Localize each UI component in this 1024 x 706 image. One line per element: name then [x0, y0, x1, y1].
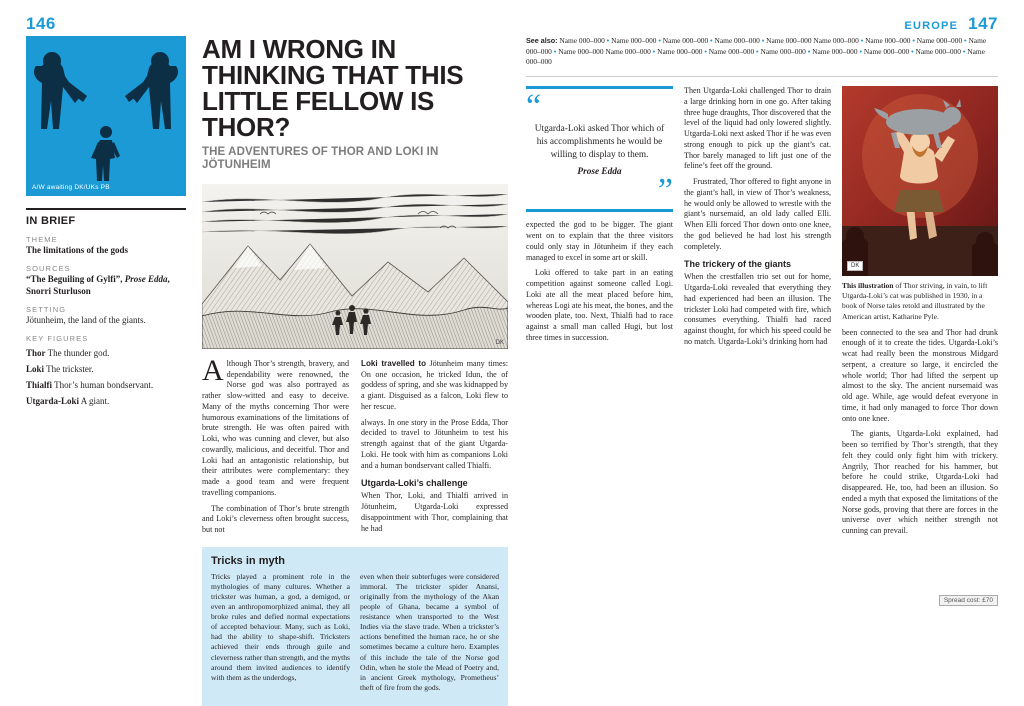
caption-rest: of Thor striving, in vain, to lift Utgarda-Loki’s cat was published in 1930, in a book of Norse tales retold and illustrated by the American artist, Katharine Pyle. — [842, 281, 988, 321]
sources-line-1: “The Beguiling of Gylfi”, — [26, 273, 123, 284]
sidebar-paragraph: Tricks played a prominent role in the mythologies of many cultures. Whether a trickster was human, a god, a demigod, or even an anthropomorphized animal, they all broke rules and defied normal expectations of accepted behaviour. Many, such as Loki, had the ability to shape-shift. Tricksters achieved their ends through guile and cleverness rather than strength, and the myths around them invited audiences to identify with them as the underdogs, — [211, 571, 350, 682]
see-also-item[interactable]: Name 000–000 — [662, 36, 709, 45]
sidebar-paragraph: even when their subterfuges were considered immoral. The trickster spider Anansi, originally from the mythology of the Akan people of Ghana, became a symbol of resistance when transported to the West Indies via the slave trade. When a trickster’s actions benefitted the human race, he or she sometimes became a culture hero. Examples of this include the tale of the Norse god Odin, when he stole the Mead of Poetry and, in ancient Greek mythology, Prometheus’ theft of fire from the gods. — [360, 571, 499, 692]
article-engraving-illustration — [202, 184, 508, 349]
bullet-icon: • — [710, 36, 713, 45]
artwork-credit: DK — [495, 339, 504, 346]
thor-and-cat-illustration — [842, 86, 998, 276]
see-also-item[interactable]: Name 000–000 — [605, 46, 651, 56]
body-paragraph: When Thor, Loki, and Thialfi arrived in Jötunheim, Utgarda-Loki expressed disappointment with Thor, complaining that he had — [361, 491, 508, 533]
see-also-item[interactable]: Name 000–000 — [813, 36, 859, 45]
see-also-label: See also: — [526, 36, 558, 45]
see-also-item[interactable]: Name 000–000 — [760, 46, 806, 56]
body-paragraph: The giants, Utgarda-Loki explained, had been so terrified by Thor’s strength, that they felt they could only fight him with trickery. Angrily, Thor reached for his hammer, but before he could strike, Utgarda-Loki had disappeared. He, too, had been an illusion. So ended a myth that exposed the limitations of the Norse gods, proving that there are forces in the universe over which neither strength not cunning can prevail. — [842, 429, 998, 536]
body-paragraph: The combination of Thor’s brute strength and Loki’s cleverness often brought success, but not — [202, 503, 349, 534]
see-also-item[interactable]: Name 000–000 — [657, 46, 703, 56]
key-figure-item — [26, 347, 186, 359]
key-figure-name: Utgarda-Loki — [26, 395, 80, 406]
bullet-icon: • — [964, 36, 967, 45]
key-figure-item — [26, 363, 186, 375]
see-also-item[interactable]: Name 000–000 — [865, 36, 911, 45]
bullet-icon: • — [962, 46, 966, 56]
pullquote-body: Utgarda-Loki asked Thor which of his accomplishments he would be willing to display to them. — [534, 124, 665, 161]
bullet-icon: • — [761, 36, 765, 45]
key-figure-name: Thor — [26, 347, 46, 358]
bullet-icon: • — [658, 36, 661, 45]
bullet-icon: • — [606, 36, 610, 45]
key-figures-label: KEY FIGURES — [26, 333, 89, 343]
see-also-bar — [526, 36, 998, 77]
setting-value: Jötunheim, the land of the giants. — [26, 314, 146, 325]
see-also-item[interactable]: Name 000–000 — [863, 46, 910, 56]
body-paragraph: expected the god to be bigger. The giant went on to explain that the three visitors could only stay in Jötunheim if they each managed to excel in some art or skill. — [526, 220, 673, 262]
pullquote-rule — [526, 86, 673, 89]
right-column-3 — [842, 86, 998, 542]
section-label-europe: EUROPE — [904, 20, 959, 32]
left-body-columns — [202, 353, 508, 541]
bullet-icon: • — [652, 46, 656, 56]
key-figure-desc: Thor’s human bondservant. — [54, 379, 154, 390]
run-in-text: Jötunheim many times: On one occasion, he tricked Idun, the of goddess of spring, and she was kidnapped by a giant. Disguised as a falcon, Loki flew to her rescue. — [361, 358, 508, 411]
sources-line-3: , Snorri Sturluson — [26, 273, 170, 296]
left-page-header — [26, 14, 498, 34]
right-columns — [526, 86, 998, 542]
right-page — [512, 0, 1024, 612]
in-brief-heading: IN BRIEF — [26, 215, 76, 227]
sidebar-heading: Tricks in myth — [211, 554, 285, 567]
see-also-item[interactable]: Name 000–000 — [714, 36, 760, 45]
see-also-item[interactable]: Name 000–000 — [526, 46, 985, 67]
pullquote-rule-bottom — [526, 209, 673, 212]
body-paragraph: Then Utgarda-Loki challenged Thor to drain a large drinking horn in one go. After taking three huge draughts, Thor discovered that the level of the liquid had only lowered slightly. Utgarda-Loki next asked Thor if he was even strong enough to pick up the giant’s cat. Thor barely managed to lift just one of the feline’s feet off the ground. — [684, 86, 831, 171]
quote-close-icon: ” — [657, 172, 673, 210]
left-columns — [26, 34, 508, 706]
bullet-icon: • — [859, 46, 862, 56]
body-paragraph: Although Thor’s strength, bravery, and dependability were renowned, the Norse god was also portrayed as rather slow-witted and easy to deceive. Many of the myths concerning Thor were humorous examinations of the limitations of brute strength. He was often paired with Loki, who was cunning and clever, but also cowardly, malicious, and deceitful. Thor and Loki had an antagonistic relationship, but their attributes were complementary: they made a good team and were frequent travelling companions. — [202, 353, 349, 497]
in-brief-panel — [26, 208, 186, 407]
left-sidebar — [26, 36, 186, 706]
body-column-2 — [361, 359, 508, 541]
see-also-item[interactable]: Name 000–000 — [611, 36, 657, 45]
body-paragraph: Frustrated, Thor offered to fight anyone in the giant’s hall, in view of Thor’s weakness, he would only be allowed to wrestle with the giant’s nursemaid, an old lady called Elli. When Elli forced Thor down onto one knee, the god believed he had lost his strength completely. — [684, 177, 831, 251]
run-in-heading: Loki travelled to — [361, 358, 427, 368]
pullquote-source: Prose Edda — [577, 167, 622, 178]
see-also-item[interactable]: Name 000–000 — [915, 46, 961, 56]
article-subtitle: THE ADVENTURES OF THOR AND LOKI IN JÖTUNHEIM — [202, 146, 439, 171]
body-column-1 — [202, 353, 349, 541]
body-paragraph: always. In one story in the Prose Edda, Thor decided to travel to Jötunheim to test his strength against that of the giant Utgarda-Loki. He took with him as companions Loki and a human bondservant called Thialfi. — [361, 417, 508, 470]
key-figure-name: Loki — [26, 363, 45, 374]
bullet-icon: • — [911, 46, 914, 56]
chapter-motif-illustration — [26, 36, 186, 196]
right-column-2 — [684, 86, 831, 542]
bullet-icon: • — [860, 36, 864, 45]
key-figure-desc: A giant. — [80, 395, 110, 406]
bullet-icon: • — [912, 36, 915, 45]
key-figure-item — [26, 395, 186, 407]
pullquote-text — [526, 119, 673, 181]
bullet-icon: • — [756, 46, 759, 56]
see-also-item[interactable]: Name 000–000 — [812, 46, 858, 56]
sources-line-2: Prose Edda — [124, 273, 168, 284]
key-figure-item — [26, 379, 186, 391]
key-figure-desc: The trickster. — [46, 363, 94, 374]
see-also-item[interactable]: Name 000–000 — [526, 36, 987, 56]
body-paragraph-runin — [361, 359, 508, 413]
photo-credit-tag: DK — [847, 261, 863, 271]
theme-value: The limitations of the gods — [26, 245, 129, 255]
body-paragraph: When the crestfallen trio set out for home, Utgarda-Loki revealed that everything they had experienced had been an illusion. The trickster Loki had competed with fire, which consumes everything. Thialfi had raced against thought, for which his speed could be no match. Utgarda-Loki’s drinking horn had — [684, 272, 831, 346]
bullet-icon: • — [553, 46, 557, 56]
body-paragraph: been connected to the sea and Thor had drunk enough of it to create the tides. Utgarda-Loki’s wcat had really been the monstrous Midgard serpent, a creature so large, it encircled the whole world; Thor had lifted the serpent up almost to the sky. The ancient nursemaid was old age. While, age would defeat everyone in time, it had only managed to force Thor down onto one knee. — [842, 327, 998, 423]
key-figure-desc: The thunder god. — [47, 347, 110, 358]
see-also-item[interactable]: Name 000–000 — [559, 36, 605, 45]
see-also-item[interactable]: Name 000–000 — [766, 36, 812, 45]
see-also-item[interactable]: Name 000–000 — [708, 46, 755, 56]
see-also-item[interactable]: Name 000–000 — [916, 36, 963, 45]
page-number-left: 146 — [26, 14, 56, 33]
quote-open-icon: “ — [526, 88, 542, 126]
left-main-column — [202, 36, 508, 706]
see-also-item[interactable]: Name 000–000 — [558, 46, 604, 56]
caption-lead: This illustration — [842, 281, 894, 291]
tricks-in-myth-sidebar — [202, 547, 508, 706]
right-page-header — [526, 14, 998, 34]
section-heading-trickery: The trickery of the giants — [684, 259, 792, 270]
sources-label: SOURCES — [26, 263, 71, 273]
left-page — [0, 0, 512, 692]
page-number-right: 147 — [968, 14, 998, 33]
body-paragraph: Loki offered to take part in an eating competition against someone called Logi. Loki ate all the meat placed before him, whereas Logi ate his meat, the bones, and the wooden plate, too. Next, Thialfi had to race against a small man called Hugi, but lost three times in succession. — [526, 268, 673, 342]
key-figure-name: Thialfi — [26, 379, 53, 390]
spread-cost-badge: Spread cost: £70 — [939, 595, 998, 606]
setting-label: SETTING — [26, 304, 67, 314]
bullet-icon: • — [807, 46, 811, 56]
right-column-1 — [526, 86, 673, 542]
illustration-caption — [842, 281, 998, 322]
article-title: AM I WRONG IN THINKING THAT THIS LITTLE FELLOW IS THOR? — [202, 34, 464, 142]
motif-credit: A/W awaiting DK/UKs PB — [32, 184, 110, 191]
section-heading-challenge: Utgarda-Loki’s challenge — [361, 478, 468, 489]
sources-value — [26, 274, 186, 298]
theme-label: THEME — [26, 235, 58, 244]
bullet-icon: • — [704, 46, 707, 56]
